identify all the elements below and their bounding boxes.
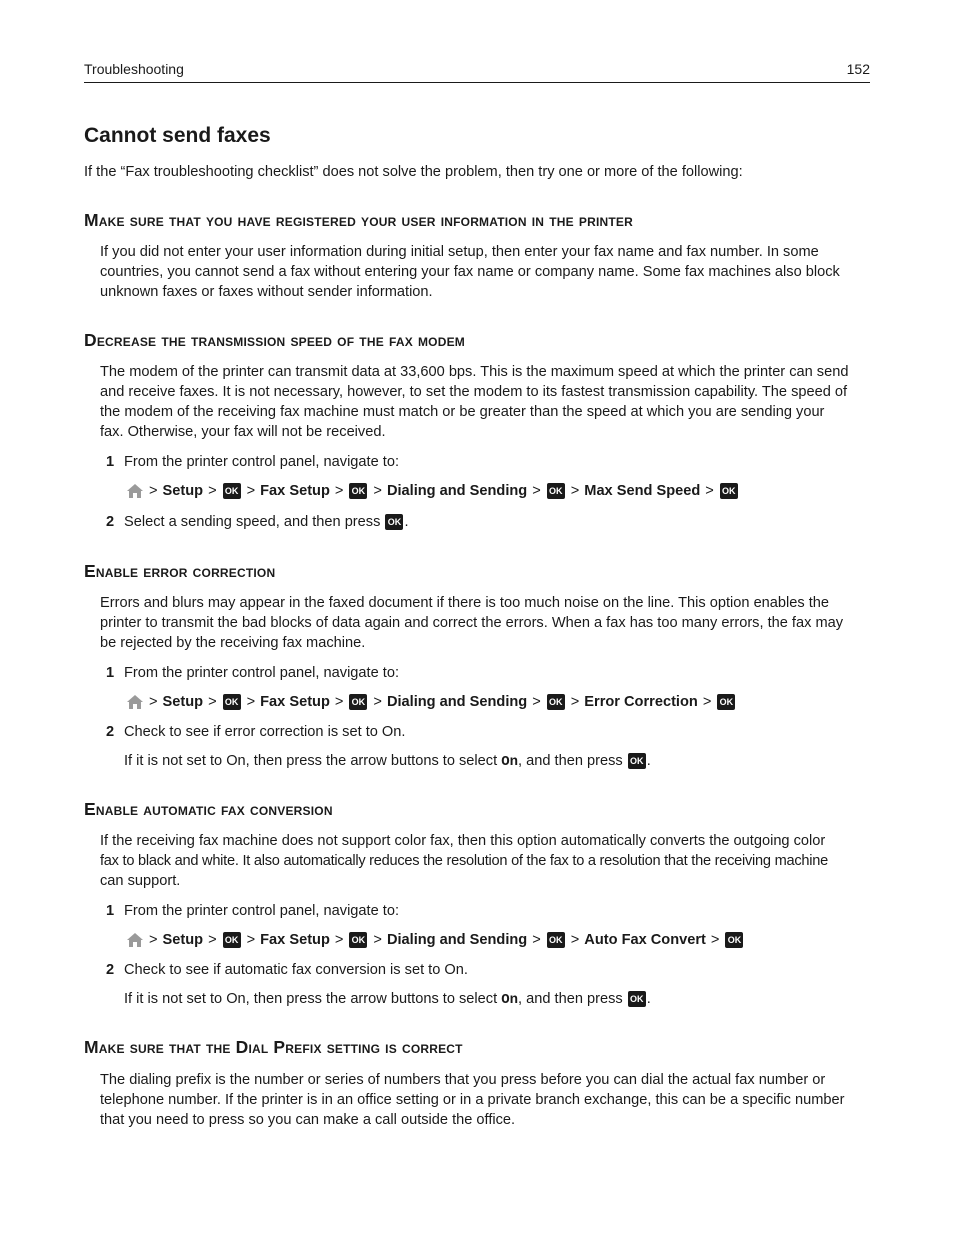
nav-step: Fax Setup — [260, 483, 330, 499]
nav-step: Fax Setup — [260, 932, 330, 948]
step-number: 2 — [106, 962, 115, 978]
separator: > — [570, 694, 580, 710]
step-text: From the printer control panel, navigate to: — [124, 903, 399, 919]
separator: > — [532, 932, 541, 948]
home-icon — [126, 483, 144, 499]
separator: > — [570, 483, 580, 499]
ok-icon: OK — [349, 932, 367, 948]
nav-path-auto-fax-convert — [126, 930, 744, 950]
separator: > — [334, 694, 344, 710]
nav-step: Auto Fax Convert — [584, 932, 706, 948]
body-line: can support. — [100, 873, 181, 889]
ok-icon: OK — [547, 932, 565, 948]
body-line: The modem of the printer can transmit data at 33,600 bps. This is the maximum speed at which the printer can send — [100, 364, 849, 380]
nav-path-max-send-speed — [126, 481, 739, 501]
nav-step: Setup — [162, 483, 204, 499]
nav-step: Dialing and Sending — [386, 483, 528, 499]
ok-icon: OK — [223, 932, 241, 948]
ok-icon: OK — [547, 694, 565, 710]
note-end: . — [646, 991, 651, 1007]
code-value: On — [501, 992, 519, 1008]
note-end: . — [646, 753, 651, 769]
ok-icon: OK — [349, 694, 367, 710]
separator: > — [702, 694, 712, 710]
separator: > — [705, 483, 714, 499]
section-body-error-correction — [100, 593, 870, 653]
body-line: fax to black and white. It also automatically reduces the resolution of the fax to a resolution that the receiving machine — [100, 853, 828, 869]
separator: > — [334, 483, 344, 499]
body-line: If the receiving fax machine does not support color fax, then this option automatically converts the outgoing color — [100, 833, 826, 849]
separator: > — [570, 932, 580, 948]
step-note — [124, 989, 651, 1010]
body-line: printer to transmit the bad blocks of data again and correct the errors. When a fax has too many errors, the fax may — [100, 615, 844, 631]
header-section: Troubleshooting — [84, 61, 184, 77]
body-line: be rejected by the receiving fax machine. — [100, 635, 366, 651]
body-line: the modem of the receiving fax machine must match or be greater than the speed at which you are sending your — [100, 404, 825, 420]
separator: > — [246, 932, 256, 948]
separator: > — [532, 694, 541, 710]
body-line: fax. Otherwise, your fax will not be received. — [100, 424, 386, 440]
separator: > — [246, 483, 256, 499]
ok-icon: OK — [547, 483, 565, 499]
nav-path-error-correction — [126, 692, 736, 712]
code-value: On — [501, 754, 519, 770]
body-line: If you did not enter your user information during initial setup, then enter your fax name and fax number. In some — [100, 244, 819, 260]
body-line: telephone number. If the printer is in an office setting or in a private branch exchange, this can be a specific number — [100, 1092, 845, 1108]
ok-icon: OK — [628, 753, 646, 769]
page-header — [84, 60, 870, 83]
home-icon — [126, 694, 144, 710]
step-text — [124, 512, 409, 532]
separator: > — [208, 483, 217, 499]
body-line: Errors and blurs may appear in the faxed document if there is too much noise on the line. This option enables the — [100, 595, 830, 611]
ok-icon: OK — [725, 932, 743, 948]
step-text: From the printer control panel, navigate to: — [124, 454, 399, 470]
section-heading-error-correction: Enable error correction — [84, 561, 276, 581]
ok-icon: OK — [223, 483, 241, 499]
step-text-end: . — [404, 514, 409, 530]
separator: > — [149, 483, 158, 499]
section-body-auto-fax-convert — [100, 831, 870, 891]
home-icon — [126, 932, 144, 948]
section-heading-modem-speed: Decrease the transmission speed of the fax modem — [84, 330, 465, 350]
note-text: If it is not set to On, then press the arrow buttons to select — [124, 753, 502, 769]
step-number: 1 — [106, 454, 115, 470]
nav-step: Setup — [162, 932, 204, 948]
separator: > — [373, 483, 382, 499]
section-body-modem-speed — [100, 362, 870, 442]
body-line: The dialing prefix is the number or series of numbers that you press before you can dial the actual fax number or — [100, 1072, 826, 1088]
ok-icon: OK — [349, 483, 367, 499]
step-text: From the printer control panel, navigate to: — [124, 665, 399, 681]
step-text-part: Select a sending speed, and then press — [124, 514, 385, 530]
section-body-dial-prefix — [100, 1070, 870, 1130]
ok-icon: OK — [720, 483, 738, 499]
page-title: Cannot send faxes — [84, 124, 271, 147]
separator: > — [710, 932, 720, 948]
section-heading-dial-prefix: Make sure that the Dial Prefix setting is correct — [84, 1037, 463, 1057]
step-text: Check to see if automatic fax conversion is set to On. — [124, 962, 468, 978]
body-line: countries, you cannot send a fax without entering your fax name or company name. Some fax machines also block — [100, 264, 840, 280]
separator: > — [532, 483, 541, 499]
note-text: , and then press — [518, 753, 627, 769]
step-number: 1 — [106, 665, 115, 681]
page-number: 152 — [846, 61, 870, 77]
separator: > — [334, 932, 344, 948]
separator: > — [208, 932, 217, 948]
step-note — [124, 751, 651, 772]
section-heading-auto-fax-convert: Enable automatic fax conversion — [84, 799, 333, 819]
ok-icon: OK — [385, 514, 403, 530]
separator: > — [373, 694, 382, 710]
nav-step: Dialing and Sending — [386, 932, 528, 948]
step-text: Check to see if error correction is set to On. — [124, 724, 406, 740]
body-line: and receive faxes. It is not necessary, however, to set the modem to its fastest transmission capability. The speed of — [100, 384, 848, 400]
body-line: that you need to press so you can make a call outside the office. — [100, 1112, 516, 1128]
step-number: 2 — [106, 514, 115, 530]
nav-step: Max Send Speed — [584, 483, 701, 499]
section-body-user-info — [100, 242, 870, 302]
intro-text: If the “Fax troubleshooting checklist” does not solve the problem, then try one or more of the following: — [84, 164, 743, 180]
nav-step: Setup — [162, 694, 204, 710]
note-text: If it is not set to On, then press the arrow buttons to select — [124, 991, 502, 1007]
ok-icon: OK — [628, 991, 646, 1007]
step-number: 1 — [106, 903, 115, 919]
ok-icon: OK — [717, 694, 735, 710]
body-line: unknown faxes or faxes without sender information. — [100, 284, 433, 300]
separator: > — [208, 694, 217, 710]
ok-icon: OK — [223, 694, 241, 710]
note-text: , and then press — [518, 991, 627, 1007]
separator: > — [246, 694, 256, 710]
step-number: 2 — [106, 724, 115, 740]
nav-step: Fax Setup — [260, 694, 330, 710]
section-heading-user-info: Make sure that you have registered your user information in the printer — [84, 210, 633, 230]
separator: > — [373, 932, 382, 948]
nav-step: Dialing and Sending — [386, 694, 528, 710]
separator: > — [149, 932, 158, 948]
separator: > — [149, 694, 158, 710]
nav-step: Error Correction — [584, 694, 698, 710]
